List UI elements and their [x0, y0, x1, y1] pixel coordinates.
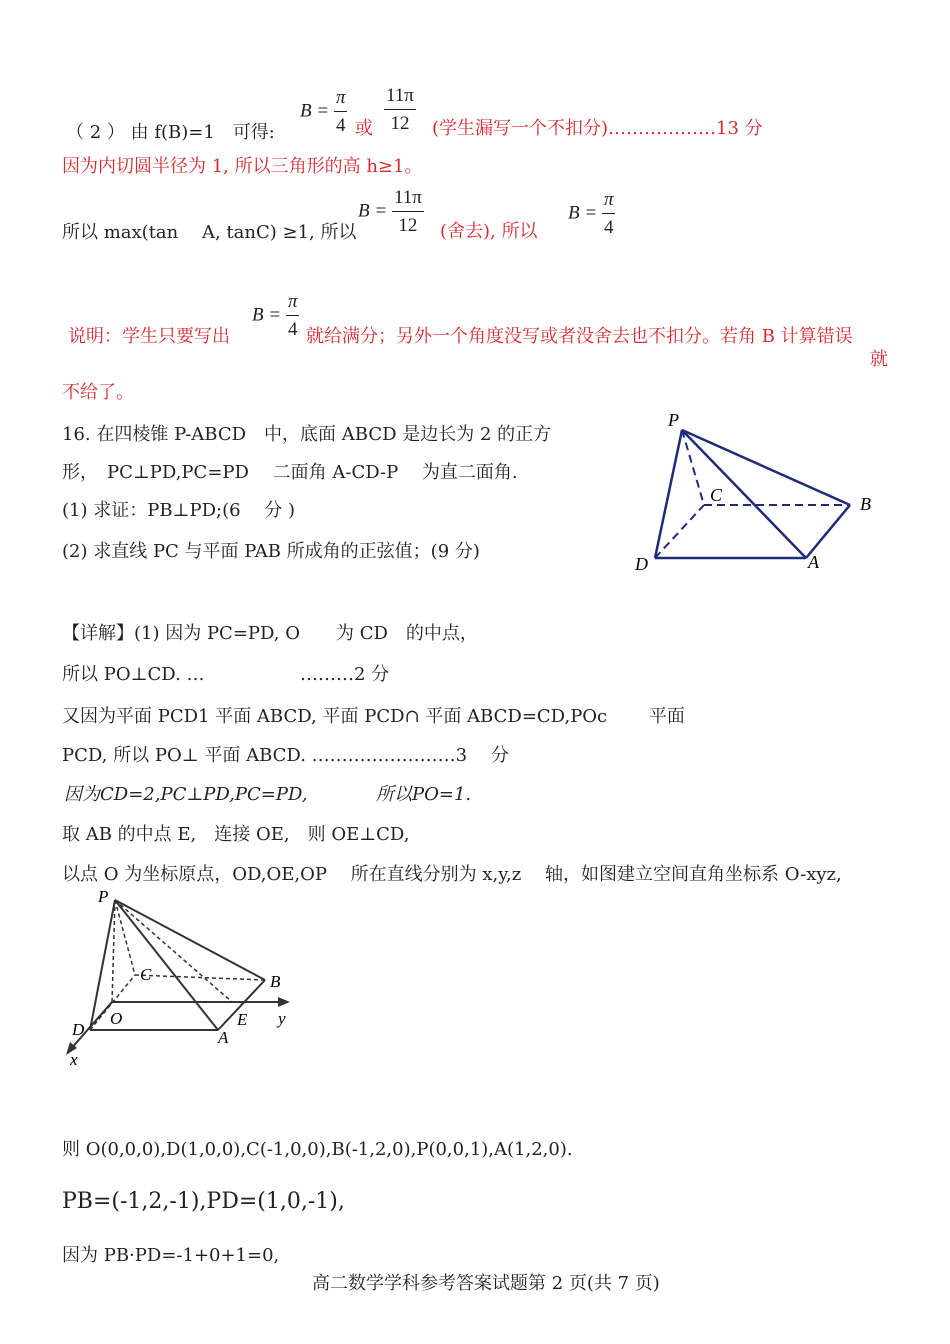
edge-pa: [115, 900, 218, 1030]
q16-line1: 16. 在四棱锥 P-ABCD 中，底面 ABCD 是边长为 2 的正方: [62, 424, 552, 445]
fraction-numerator: π: [286, 292, 300, 316]
solution-line3: 又因为平面 PCD1 平面 ABCD, 平面 PCD∩ 平面 ABCD=CD,POc 平面: [62, 706, 685, 727]
b-equals: B =: [300, 100, 330, 122]
fraction-pi-4: [286, 292, 300, 339]
note-lead: 说明：学生只要写出: [68, 326, 230, 347]
part2-note: (学生漏写一个不扣分)………………13 分: [432, 118, 763, 139]
label-a: A: [808, 552, 819, 572]
pyramid-figure-2: [60, 880, 310, 1070]
solution-line4: PCD, 所以 PO⊥ 平面 ABCD. ……………………3 分: [62, 745, 509, 766]
label-p: P: [98, 887, 109, 906]
b-equals: B =: [358, 200, 388, 222]
vectors-line: PB=(-1,2,-1),PD=(1,0,-1),: [62, 1189, 345, 1214]
max-line-prefix: 所以 max(tan A, tanC) ≥1, 所以: [62, 222, 357, 243]
note-jiu: 就: [870, 349, 888, 370]
label-e: E: [237, 1010, 248, 1029]
note-last: 不给了。: [62, 382, 134, 403]
b-equals: B =: [568, 202, 598, 224]
q16-line3: (1) 求证：PB⊥PD;(6 分 ): [62, 500, 296, 521]
pyramid-figure-1: [620, 400, 890, 580]
incircle-line: 因为内切圆半径为 1, 所以三角形的高 h≥1。: [62, 156, 423, 177]
fraction-pi-4: [602, 190, 616, 237]
fraction-numerator: 11π: [384, 86, 416, 110]
label-b: B: [270, 972, 281, 991]
label-c: C: [710, 485, 723, 505]
edge-pb: [682, 430, 850, 505]
or-word: 或: [355, 118, 373, 139]
note-rest: 就给满分；另外一个角度没写或者没舍去也不扣分。若角 B 计算错误: [306, 326, 853, 347]
edge-pd: [655, 430, 682, 558]
fraction-numerator: π: [334, 88, 348, 112]
b-equals: B =: [252, 304, 282, 326]
solution-line6: 取 AB 的中点 E, 连接 OE, 则 OE⊥CD,: [62, 824, 410, 845]
q16-line4: (2) 求直线 PC 与平面 PAB 所成角的正弦值；(9 分): [62, 541, 480, 562]
edge-ab: [806, 505, 850, 558]
part2-b-formula: [300, 88, 347, 135]
max-line-formula: [358, 188, 424, 235]
y-axis-arrow: [278, 997, 290, 1007]
label-d: D: [72, 1020, 85, 1039]
fraction-numerator: π: [602, 190, 616, 214]
coords-line: 则 O(0,0,0),D(1,0,0),C(-1,0,0),B(-1,2,0),P(0,0,1),A(1,2,0).: [62, 1139, 573, 1160]
fraction-11pi-12: [384, 86, 416, 133]
fraction-11pi-12: [392, 188, 424, 235]
fraction-denominator: 12: [390, 113, 410, 134]
solution-line5b: 所以PO=1.: [376, 784, 472, 805]
fraction-denominator: 4: [603, 217, 614, 238]
dot-product-line: 因为 PB·PD=-1+0+1=0,: [62, 1245, 280, 1266]
solution-line1: 【详解】(1) 因为 PC=PD, O 为 CD 的中点，: [62, 623, 478, 644]
fraction-denominator: 12: [398, 215, 418, 236]
fraction-denominator: 4: [287, 319, 298, 340]
page-footer: 高二数学学科参考答案试题第 2 页(共 7 页): [312, 1273, 660, 1294]
q16-line2: 形， PC⊥PD,PC=PD 二面角 A-CD-P 为直二面角.: [62, 462, 518, 483]
max-line-result: [568, 190, 615, 237]
fraction-numerator: 11π: [392, 188, 424, 212]
part2-prefix: （ 2 ） 由 f(B)=1 可得:: [66, 122, 275, 143]
fraction-pi-4: [334, 88, 348, 135]
discard-text: (舍去), 所以: [440, 221, 538, 242]
label-b: B: [860, 494, 871, 514]
solution-line2b: ………2 分: [300, 664, 390, 685]
edge-pb: [115, 900, 265, 980]
pe-hidden: [115, 900, 232, 1002]
label-d: D: [635, 554, 648, 574]
edge-dc-hidden: [655, 505, 704, 558]
label-y: y: [278, 1009, 286, 1028]
fraction-denominator: 4: [335, 115, 346, 136]
solution-line5a: 因为CD=2,PC⊥PD,PC=PD,: [64, 784, 308, 805]
label-o: O: [110, 1009, 123, 1028]
label-c: C: [140, 965, 152, 984]
note-formula: [252, 292, 299, 339]
edge-cb-hidden: [135, 975, 265, 980]
label-a: A: [218, 1028, 229, 1047]
label-p: P: [668, 410, 679, 430]
solution-line7: 以点 O 为坐标原点，OD,OE,OP 所在直线分别为 x,y,z 轴，如图建立空间直角坐标系 O-xyz,: [62, 864, 842, 885]
solution-line2a: 所以 PO⊥CD. …: [62, 664, 205, 685]
label-x: x: [70, 1050, 78, 1069]
